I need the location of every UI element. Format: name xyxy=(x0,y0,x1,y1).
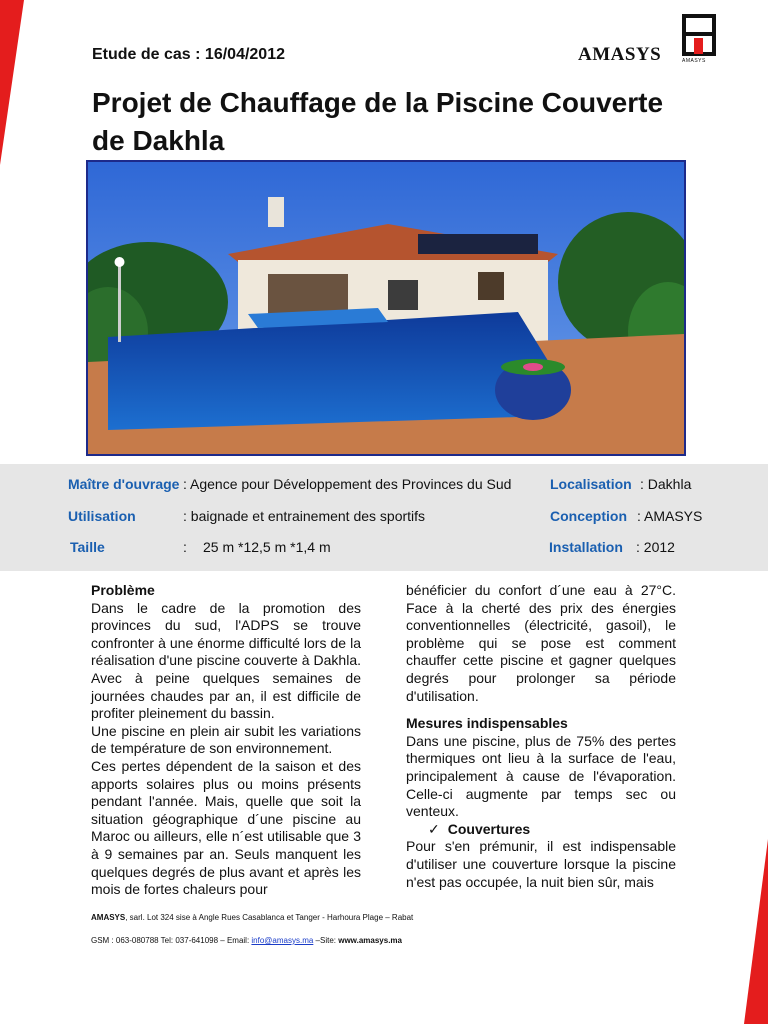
covers-label: Couvertures xyxy=(447,820,531,837)
installation-value: : 2012 xyxy=(636,539,675,555)
measures-paragraph-2: Pour s'en prémunir, il est indispensable d'utiliser une couverture lorsque la piscine n'est pas occupée, la nuit bien sûr, mais xyxy=(406,838,676,890)
page-title: Projet de Chauffage de la Piscine Couverte de Dakhla xyxy=(92,87,664,156)
location-label: Localisation xyxy=(550,476,632,492)
page-footer xyxy=(91,913,691,945)
footer-email-link[interactable]: info@amasys.ma xyxy=(251,936,314,945)
use-label: Utilisation xyxy=(68,508,136,524)
info-row-size xyxy=(0,539,768,561)
info-row-use xyxy=(0,508,768,530)
owner-value: : Agence pour Développement des Provinces du Sud xyxy=(183,476,512,492)
size-label: Taille xyxy=(70,539,105,555)
footer-address xyxy=(91,913,691,922)
footer-contact xyxy=(91,936,691,945)
checkmark-icon: ✓ xyxy=(428,820,440,837)
logo-text: AMASYS xyxy=(578,44,662,65)
problem-paragraph-4: bénéficier du confort d´une eau à 27°C. Face à la cherté des prix des énergies conventionnelles (électricité, gasoil), le problème qui se pose est comment chauffer cette piscine et gagner quelques degrés pour prolonger sa période d'utilisation. xyxy=(406,582,676,704)
red-corner-stripe-bottom xyxy=(738,839,768,1024)
problem-paragraph-1: Dans le cadre de la promotion des provinces du sud, l'ADPS se trouve confronter à une énorme difficulté lors de la réalisation d'une piscine couverte à Dakhla. Avec à peine quelques semaines de journées chaudes par an, il est difficile de profiter pleinement du bassin. xyxy=(91,599,361,722)
problem-paragraph-3: Ces pertes dépendent de la saison et des apports solaires plus ou moins présents pendant l'année. Mais, quelle que soit la situation géographique d´une piscine au Maroc ou ailleurs, elle n´est utilisable que 3 à 9 semaines par an. Seuls manquent les quelques degrés de plus avant et après les mois de fortes chaleurs pour xyxy=(91,757,361,898)
design-label: Conception xyxy=(550,508,627,524)
owner-label: Maître d'ouvrage xyxy=(68,476,180,492)
location-value: : Dakhla xyxy=(640,476,692,492)
footer-phones: GSM : 063-080788 Tel: 037-641098 – Email: xyxy=(91,936,252,945)
info-row-owner xyxy=(0,476,768,498)
size-separator: : xyxy=(183,539,187,555)
case-study-date: Etude de cas : 16/04/2012 xyxy=(92,46,285,63)
problem-heading: Problème xyxy=(91,582,155,598)
logo-caption: AMASYS xyxy=(682,58,706,64)
footer-site[interactable]: www.amasys.ma xyxy=(338,936,402,945)
covers-subheading xyxy=(406,821,676,839)
footer-address-text: , sarl. Lot 324 sise à Angle Rues Casablanca et Tanger - Harhoura Plage – Rabat xyxy=(125,913,414,922)
column-right xyxy=(406,582,676,891)
column-left xyxy=(91,582,361,899)
logo-mark-icon xyxy=(682,14,718,64)
measures-paragraph-1: Dans une piscine, plus de 75% des pertes thermiques ont lieu à la surface de l'eau, principalement à cause de l'évaporation. Celle-ci augmente par temps sec ou venteux. xyxy=(406,732,676,820)
design-value: : AMASYS xyxy=(637,508,703,524)
footer-site-label: –Site: xyxy=(313,936,339,945)
size-value: 25 m *12,5 m *1,4 m xyxy=(203,539,331,555)
installation-label: Installation xyxy=(549,539,623,555)
red-corner-stripe-top xyxy=(0,0,30,165)
use-value: : baignade et entrainement des sportifs xyxy=(183,508,426,524)
measures-heading: Mesures indispensables xyxy=(406,715,568,732)
pool-photo xyxy=(86,160,686,456)
problem-paragraph-2: Une piscine en plein air subit les variations de température de son environnement. xyxy=(91,722,361,757)
footer-company: AMASYS xyxy=(91,913,126,922)
project-info-panel xyxy=(0,464,768,571)
company-logo xyxy=(578,14,738,70)
